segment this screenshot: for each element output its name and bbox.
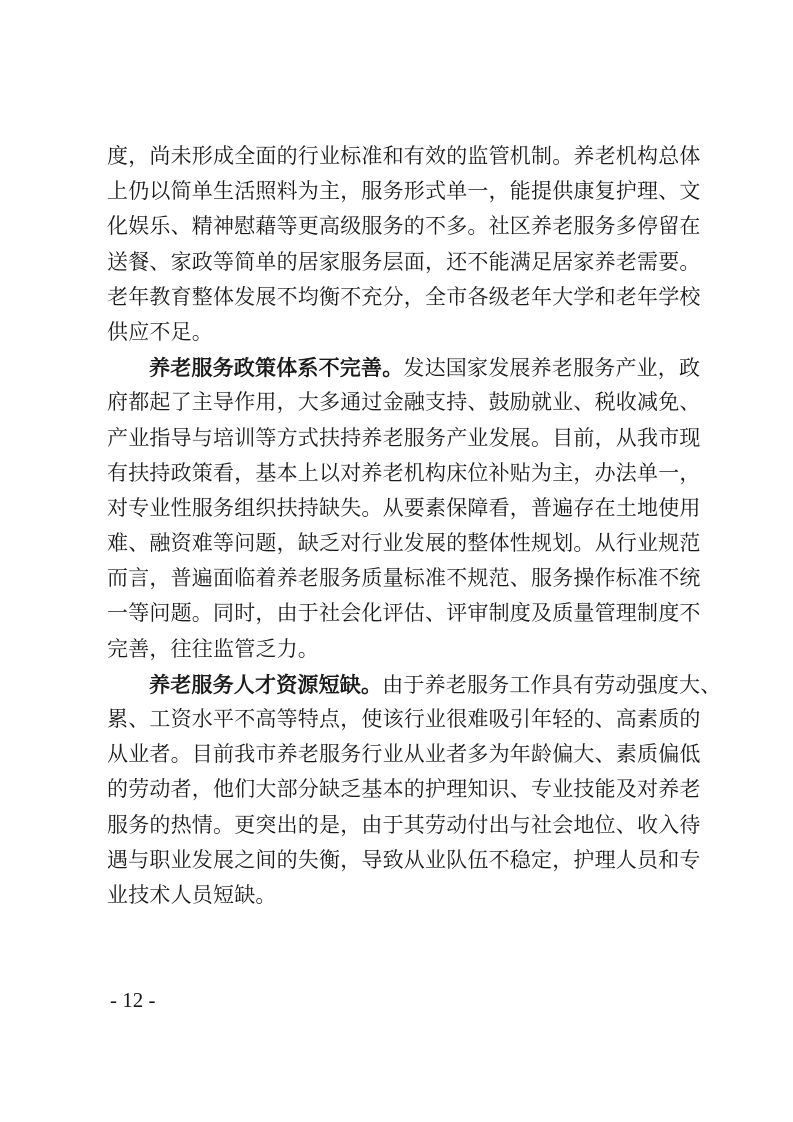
paragraph-1-line: 供应不足。 [107,319,213,344]
paragraph-2-heading: 养老服务政策体系不完善。 [149,355,404,381]
paragraph-3-line: 业技术人员短缺。 [107,882,277,907]
paragraph-2-line: 产业指导与培训等方式扶持养老服务产业发展。目前，从我市现 [107,425,701,450]
paragraph-2-first-line [107,350,701,385]
paragraph-2-line: 而言，普遍面临着养老服务质量标准不规范、服务操作标准不统 [107,566,701,591]
paragraph-3-first-line [107,667,722,702]
paragraph-1-line: 上仍以简单生活照料为主，服务形式单一，能提供康复护理、文 [107,179,701,204]
paragraph-3-line: 服务的热情。更突出的是，由于其劳动付出与社会地位、收入待 [107,812,701,837]
paragraph-2-first-line-text: 发达国家发展养老服务产业，政 [403,356,701,381]
paragraph-3-line: 遇与职业发展之间的失衡，导致从业队伍不稳定，护理人员和专 [107,847,701,872]
paragraph-2-line: 有扶持政策看，基本上以对养老机构床位补贴为主，办法单一， [107,460,701,485]
paragraph-1-line: 老年教育整体发展不均衡不充分，全市各级老年大学和老年学校 [107,284,701,309]
paragraph-1-line: 度，尚未形成全面的行业标准和有效的监管机制。养老机构总体 [107,144,701,168]
paragraph-2-line: 一等问题。同时，由于社会化评估、评审制度及质量管理制度不 [107,601,701,626]
paragraph-3-line: 的劳动者，他们大部分缺乏基本的护理知识、专业技能及对养老 [107,777,701,802]
paragraph-2-line: 府都起了主导作用，大多通过金融支持、鼓励就业、税收减免、 [107,390,701,415]
paragraph-3-line: 从业者。目前我市养老服务行业从业者多为年龄偏大、素质偏低 [107,742,701,767]
paragraph-3-first-line-text: 由于养老服务工作具有劳动强度大、 [382,672,722,697]
paragraph-3-heading: 养老服务人才资源短缺。 [149,671,383,697]
body-text [107,139,722,913]
page-number: - 12 - [110,988,156,1012]
paragraph-1-line: 化娱乐、精神慰藉等更高级服务的不多。社区养老服务多停留在 [107,214,701,239]
paragraph-2-line: 难、融资难等问题，缺乏对行业发展的整体性规划。从行业规范 [107,531,701,556]
paragraph-3-line: 累、工资水平不高等特点，使该行业很难吸引年轻的、高素质的 [107,707,701,731]
paragraph-2-line: 对专业性服务组织扶持缺失。从要素保障看，普遍存在土地使用 [107,495,701,520]
paragraph-1-line: 送餐、家政等简单的居家服务层面，还不能满足居家养老需要。 [107,249,701,274]
paragraph-2-line: 完善，往往监管乏力。 [107,636,319,661]
